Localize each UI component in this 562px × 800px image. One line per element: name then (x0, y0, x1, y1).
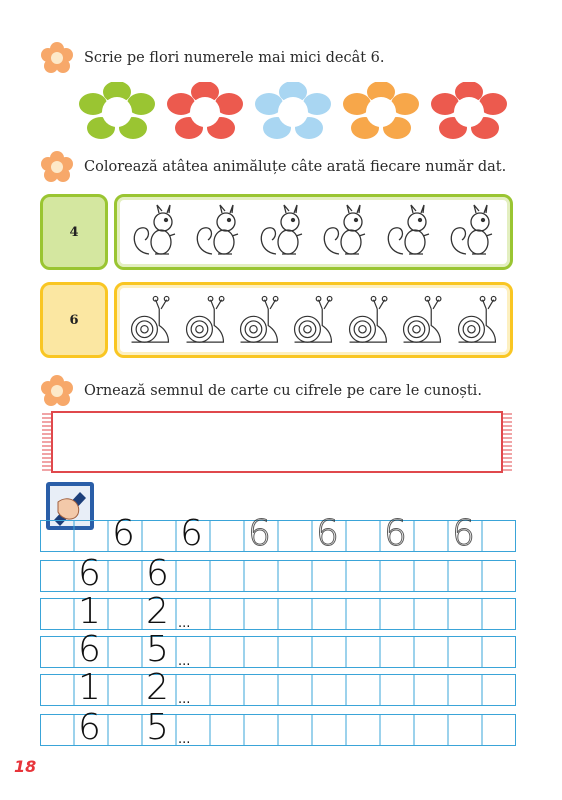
page-number: 18 (14, 757, 37, 776)
exercise-2-instruction (40, 150, 506, 184)
snail-icon[interactable] (235, 290, 283, 350)
continuation-dots: ... (178, 692, 191, 707)
writing-grid-row[interactable] (40, 629, 516, 670)
flower-row (78, 82, 508, 140)
snail-icon[interactable] (344, 290, 392, 350)
traced-digit: 6 (384, 513, 406, 554)
bookmark-frame[interactable] (40, 410, 514, 474)
exercise-3-text: Ornează semnul de carte cu cifrele pe care le cunoști. (84, 383, 482, 399)
red-flower-icon[interactable] (166, 82, 244, 140)
snail-icon[interactable] (453, 290, 501, 350)
continuation-dots: ... (178, 616, 191, 631)
snail-icon[interactable] (126, 290, 174, 350)
model-digit: 6 (112, 513, 134, 554)
blue-flower-icon[interactable] (254, 82, 332, 140)
model-digit: 6 (78, 629, 100, 670)
green-flower-icon[interactable] (78, 82, 156, 140)
squirrel-icon[interactable] (192, 202, 244, 262)
exercise-2-text: Colorează atâtea animăluțe câte arată fiecare număr dat. (84, 159, 507, 175)
model-digit: 2 (146, 667, 168, 708)
snail-icon[interactable] (289, 290, 337, 350)
exercise-3-instruction (40, 374, 482, 408)
model-digit: 6 (78, 553, 100, 594)
squirrel-icon[interactable] (129, 202, 181, 262)
model-digit: 5 (146, 629, 168, 670)
model-digit: 5 (146, 707, 168, 748)
snail-icon[interactable] (398, 290, 446, 350)
snail-row (40, 282, 513, 358)
squirrel-icon[interactable] (319, 202, 371, 262)
snail-icon[interactable] (181, 290, 229, 350)
squirrel-row (40, 194, 513, 270)
flower-bullet-icon (40, 150, 74, 184)
squirrel-icon[interactable] (256, 202, 308, 262)
writing-grid-row[interactable] (40, 667, 516, 708)
model-digit: 2 (146, 591, 168, 632)
grid-lines (40, 598, 516, 630)
writing-grid-row[interactable] (40, 553, 516, 594)
squirrel-icon[interactable] (383, 202, 435, 262)
squirrel-frame (114, 194, 513, 270)
squirrel-icon[interactable] (446, 202, 498, 262)
flower-bullet-icon (40, 374, 74, 408)
continuation-dots: ... (178, 654, 191, 669)
writing-grid-row[interactable] (40, 591, 516, 632)
number-tile: 6 (40, 282, 108, 358)
continuation-dots: ... (178, 732, 191, 747)
number-tile: 4 (40, 194, 108, 270)
exercise-1-text: Scrie pe flori numerele mai mici decât 6. (84, 50, 385, 66)
orange-flower-icon[interactable] (342, 82, 420, 140)
red-flower-icon[interactable] (430, 82, 508, 140)
traced-digit: 6 (248, 513, 270, 554)
traced-digit: 6 (452, 513, 474, 554)
flower-bullet-icon (40, 41, 74, 75)
writing-grid-row[interactable] (40, 513, 516, 554)
grid-lines (40, 636, 516, 668)
grid-lines (40, 714, 516, 746)
writing-grid-row[interactable] (40, 707, 516, 748)
model-digit: 6 (146, 553, 168, 594)
model-digit: 6 (180, 513, 202, 554)
grid-lines (40, 674, 516, 706)
traced-digit: 6 (316, 513, 338, 554)
grid-lines (40, 560, 516, 592)
exercise-1-instruction (40, 41, 385, 75)
model-digit: 1 (78, 591, 100, 632)
snail-frame (114, 282, 513, 358)
model-digit: 1 (78, 667, 100, 708)
model-digit: 6 (78, 707, 100, 748)
